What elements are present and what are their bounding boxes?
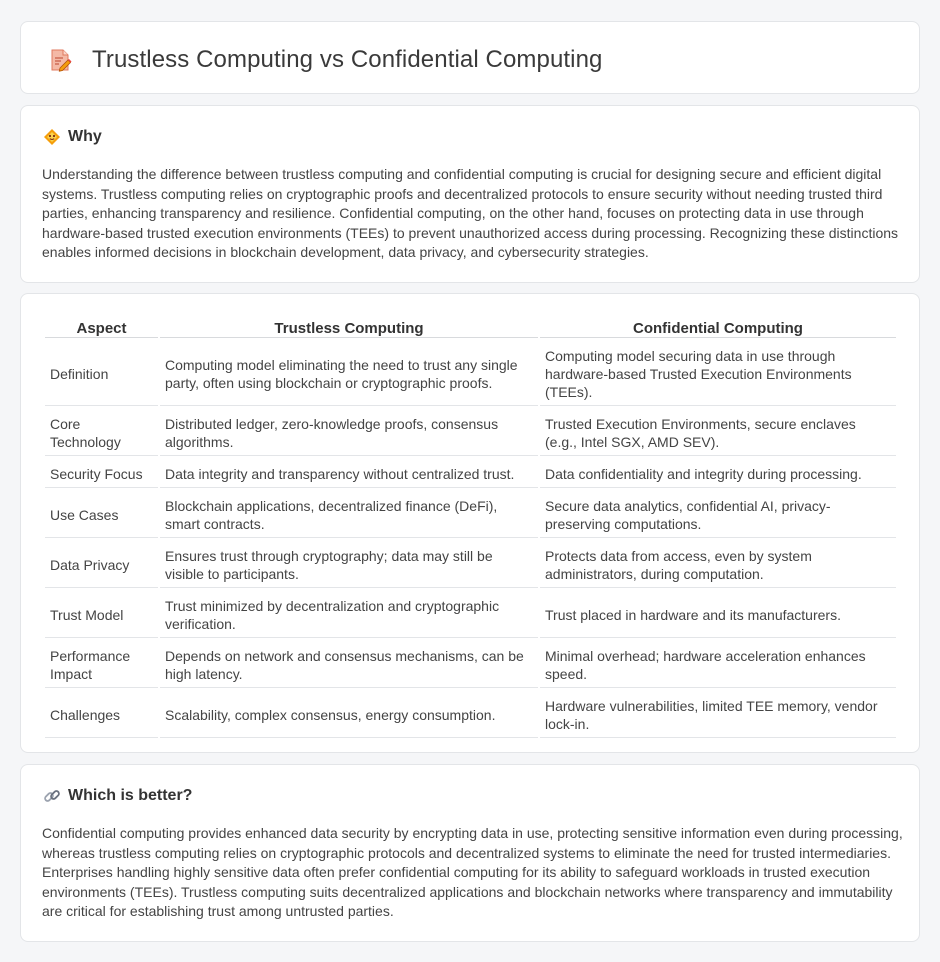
header-confidential: Confidential Computing (540, 317, 896, 338)
trustless-cell: Depends on network and consensus mechanisms, can be high latency. (160, 640, 538, 688)
sparkle-diamond-icon (43, 128, 61, 146)
aspect-cell: Use Cases (45, 490, 158, 538)
title-row (47, 46, 603, 74)
page-title: Trustless Computing vs Confidential Computing (92, 46, 603, 73)
trustless-cell: Trust minimized by decentralization and cryptographic verification. (160, 590, 538, 638)
confidential-cell: Minimal overhead; hardware acceleration enhances speed. (540, 640, 896, 688)
table-row (45, 540, 896, 588)
link-icon (43, 787, 61, 805)
table-row (45, 458, 896, 488)
why-heading-row (43, 128, 102, 146)
table-row (45, 590, 896, 638)
confidential-cell: Trusted Execution Environments, secure enclaves (e.g., Intel SGX, AMD SEV). (540, 408, 896, 456)
table-header-row (45, 317, 896, 338)
confidential-cell: Hardware vulnerabilities, limited TEE memory, vendor lock-in. (540, 690, 896, 738)
why-section (20, 105, 920, 283)
confidential-cell: Data confidentiality and integrity during processing. (540, 458, 896, 488)
title-card (20, 21, 920, 94)
table-row (45, 690, 896, 738)
confidential-cell: Secure data analytics, confidential AI, privacy-preserving computations. (540, 490, 896, 538)
table-row (45, 490, 896, 538)
aspect-cell: Data Privacy (45, 540, 158, 588)
comparison-section (20, 293, 920, 753)
comparison-table (43, 315, 898, 740)
aspect-cell: Core Technology (45, 408, 158, 456)
confidential-cell: Computing model securing data in use through hardware-based Trusted Execution Environments (TEEs). (540, 340, 896, 406)
aspect-cell: Trust Model (45, 590, 158, 638)
why-heading: Why (68, 128, 102, 145)
trustless-cell: Distributed ledger, zero-knowledge proofs, consensus algorithms. (160, 408, 538, 456)
confidential-cell: Protects data from access, even by system administrators, during computation. (540, 540, 896, 588)
why-body: Understanding the difference between trustless computing and confidential computing is crucial for designing secure and efficient digital systems. Trustless computing relies on cryptographic proofs and decentralized protocols to ensure security without needing trusted third parties, enhancing transparency and resilience. Confidential computing, on the other hand, focuses on protecting data in use through hardware-based trusted execution environments (TEEs) to prevent unauthorized access during processing. Recognizing these distinctions enables informed decisions in blockchain development, data privacy, and cybersecurity strategies. (42, 166, 899, 261)
trustless-cell: Data integrity and transparency without centralized trust. (160, 458, 538, 488)
trustless-cell: Computing model eliminating the need to trust any single party, often using blockchain or cryptographic proofs. (160, 340, 538, 406)
confidential-cell: Trust placed in hardware and its manufacturers. (540, 590, 896, 638)
table-row (45, 408, 896, 456)
header-trustless: Trustless Computing (160, 317, 538, 338)
better-body: Confidential computing provides enhanced data security by encrypting data in use, protecting sensitive information even during processing, whereas trustless computing relies on cryptographic protocols and decentralized systems to eliminate the need for trusted intermediaries. Enterprises handling highly sensitive data often prefer confidential computing for its ability to safeguard workloads in trusted execution environments (TEEs). Trustless computing suits decentralized applications and blockchain networks where transparency and immutability are critical for establishing trust among untrusted parties. (42, 825, 903, 920)
header-aspect: Aspect (45, 317, 158, 338)
trustless-cell: Scalability, complex consensus, energy consumption. (160, 690, 538, 738)
aspect-cell: Performance Impact (45, 640, 158, 688)
trustless-cell: Ensures trust through cryptography; data may still be visible to participants. (160, 540, 538, 588)
aspect-cell: Security Focus (45, 458, 158, 488)
aspect-cell: Challenges (45, 690, 158, 738)
trustless-cell: Blockchain applications, decentralized finance (DeFi), smart contracts. (160, 490, 538, 538)
table-row (45, 640, 896, 688)
aspect-cell: Definition (45, 340, 158, 406)
document-edit-icon (47, 47, 73, 73)
better-heading: Which is better? (68, 787, 193, 804)
better-heading-row (43, 787, 192, 805)
which-is-better-section (20, 764, 920, 942)
table-row (45, 340, 896, 406)
